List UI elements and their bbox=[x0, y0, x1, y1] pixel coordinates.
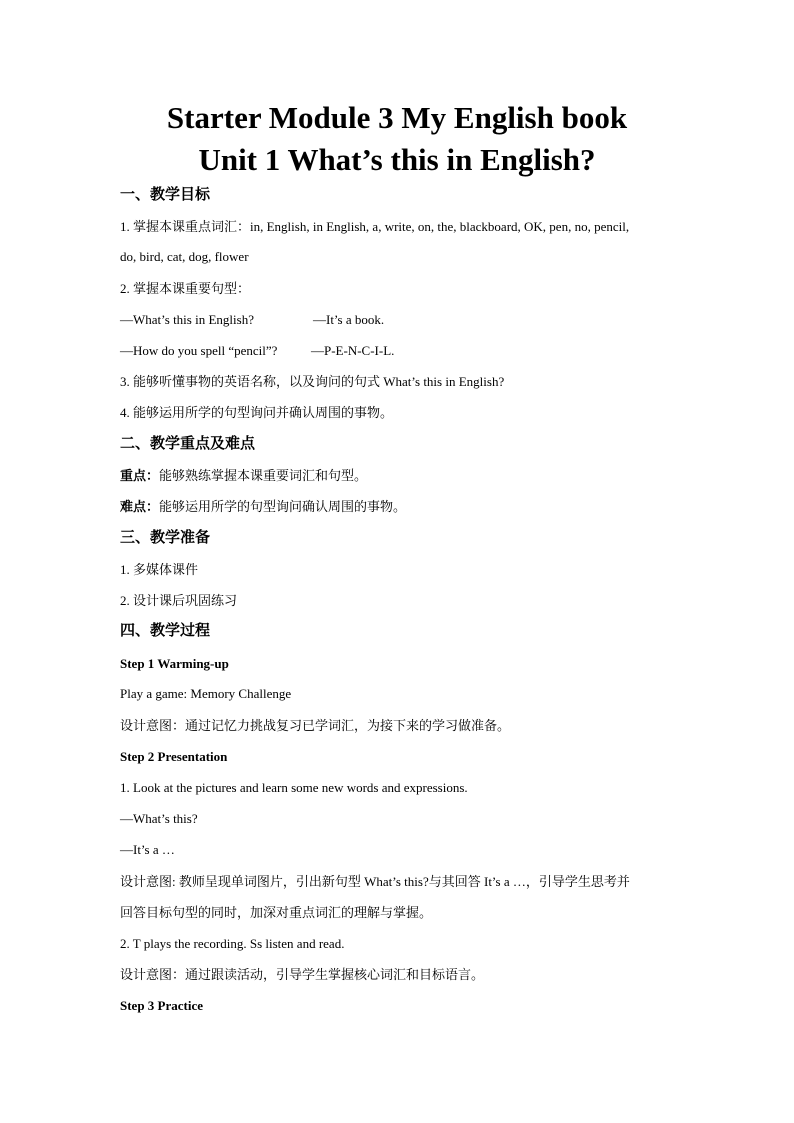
section1-item1-line2: do, bird, cat, dog, flower bbox=[120, 249, 249, 264]
step2-intent2: 设计意图：通过跟读活动，引导学生掌握核心词汇和目标语言。 bbox=[120, 967, 485, 982]
pattern2-answer: —P-E-N-C-I-L. bbox=[311, 343, 395, 358]
step2-item1: 1. Look at the pictures and learn some new words and expressions. bbox=[120, 780, 468, 795]
key-point-label: 重点： bbox=[120, 468, 160, 483]
section3-item2: 2. 设计课后巩固练习 bbox=[120, 593, 238, 608]
step3-title: Step 3 Practice bbox=[120, 998, 204, 1013]
pattern1-question: —What’s this in English? bbox=[120, 312, 254, 327]
key-point-text: 能够熟练掌握本课重要词汇和句型。 bbox=[159, 468, 368, 483]
pattern1-answer: —It’s a book. bbox=[313, 312, 385, 327]
difficult-point-label: 难点： bbox=[120, 499, 160, 514]
section1-item3: 3. 能够听懂事物的英语名称，以及询问的句式 What’s this in English? bbox=[120, 374, 505, 389]
step2-dialog-question: —What’s this? bbox=[120, 811, 198, 826]
section1-item2: 2. 掌握本课重要句型： bbox=[120, 281, 251, 296]
step1-intent: 设计意图：通过记忆力挑战复习已学词汇，为接下来的学习做准备。 bbox=[120, 718, 511, 733]
step1-line1: Play a game: Memory Challenge bbox=[120, 686, 292, 701]
section2-heading: 二、教学重点及难点 bbox=[120, 436, 256, 452]
document-title-line1: Starter Module 3 My English book bbox=[166, 100, 628, 135]
section1-item4: 4. 能够运用所学的句型询问并确认周围的事物。 bbox=[120, 405, 394, 420]
difficult-point bbox=[120, 497, 406, 517]
section1-heading: 一、教学目标 bbox=[120, 187, 211, 203]
section3-item1: 1. 多媒体课件 bbox=[120, 562, 199, 577]
difficult-point-text: 能够运用所学的句型询问确认周围的事物。 bbox=[159, 499, 407, 514]
step2-item2: 2. T plays the recording. Ss listen and read. bbox=[120, 936, 345, 951]
key-point bbox=[120, 466, 367, 486]
step2-intent1-line1: 设计意图: 教师呈现单词图片，引出新句型 What’s this?与其回答 It’s a …，引导学生思考并 bbox=[120, 874, 630, 889]
step2-dialog-answer: —It’s a … bbox=[120, 842, 175, 857]
section3-heading: 三、教学准备 bbox=[120, 530, 211, 546]
section4-heading: 四、教学过程 bbox=[120, 623, 211, 639]
step1-title: Step 1 Warming-up bbox=[120, 656, 229, 671]
pattern2-question: —How do you spell “pencil”? bbox=[120, 343, 278, 358]
section1-item1-line1: 1. 掌握本课重点词汇：in, English, in English, a, write, on, the, blackboard, OK, pen, no, pencil, bbox=[120, 219, 630, 234]
document-title-line2: Unit 1 What’s this in English? bbox=[198, 142, 596, 177]
step2-title: Step 2 Presentation bbox=[120, 749, 228, 764]
step2-intent1-line2: 回答目标句型的同时，加深对重点词汇的理解与掌握。 bbox=[120, 905, 433, 920]
